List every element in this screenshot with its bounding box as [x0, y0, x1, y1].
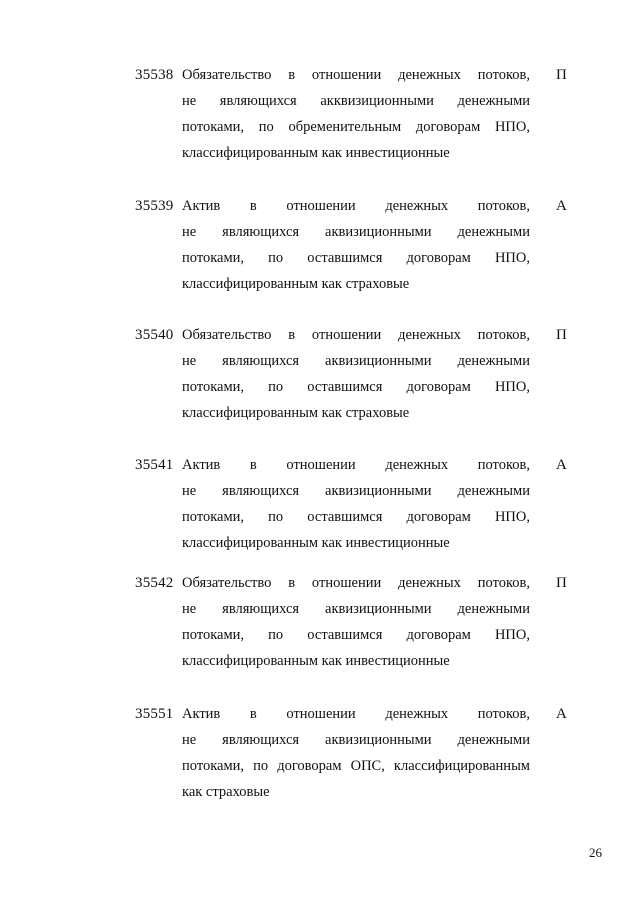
entry-description — [182, 322, 530, 426]
entry-35551 — [0, 701, 640, 811]
entry-code: 35538 — [135, 67, 174, 83]
entry-text-line: не являющихся аквизиционными денежными — [182, 483, 530, 499]
entry-description — [182, 570, 530, 674]
entry-type: А — [556, 198, 567, 214]
entry-code: 35551 — [135, 706, 174, 722]
entry-text-line: не являющихся аквизиционными денежными — [182, 224, 530, 240]
entry-text-line: не являющихся аквизиционными денежными — [182, 732, 530, 748]
entry-type: А — [556, 706, 567, 722]
entry-text-line: Обязательство в отношении денежных потоков, — [182, 327, 530, 343]
entry-35538 — [0, 62, 640, 172]
entry-code: 35539 — [135, 198, 174, 214]
entry-text-line: потоками, по договорам ОПС, классифицированным — [182, 758, 530, 774]
entry-text-line: потоками, по оставшимся договорам НПО, — [182, 250, 530, 266]
entry-35541 — [0, 452, 640, 562]
entry-description — [182, 62, 530, 166]
entry-text-line: не являющихся аквизиционными денежными — [182, 353, 530, 369]
page-number: 26 — [589, 845, 602, 860]
entry-text-line: как страховые — [182, 784, 270, 800]
entry-type: П — [556, 327, 567, 343]
entry-text-line: потоками, по обременительным договорам НПО, — [182, 119, 530, 135]
entry-code: 35541 — [135, 457, 174, 473]
entry-text-line: классифицированным как страховые — [182, 276, 410, 292]
entry-code: 35540 — [135, 327, 174, 343]
entry-text-line: Актив в отношении денежных потоков, — [182, 457, 530, 473]
entry-description — [182, 701, 530, 805]
entry-text-line: классифицированным как инвестиционные — [182, 535, 450, 551]
entry-text-line: Обязательство в отношении денежных потоков, — [182, 67, 530, 83]
entry-35539 — [0, 193, 640, 303]
entry-code: 35542 — [135, 575, 174, 591]
entry-text-line: потоками, по оставшимся договорам НПО, — [182, 627, 530, 643]
entry-text-line: Актив в отношении денежных потоков, — [182, 706, 530, 722]
entry-text-line: Обязательство в отношении денежных потоков, — [182, 575, 530, 591]
entry-text-line: не являющихся акквизиционными денежными — [182, 93, 530, 109]
entry-35542 — [0, 570, 640, 680]
entry-description — [182, 452, 530, 556]
entry-type: П — [556, 575, 567, 591]
entry-description — [182, 193, 530, 297]
entry-text-line: классифицированным как инвестиционные — [182, 653, 450, 669]
entry-text-line: Актив в отношении денежных потоков, — [182, 198, 530, 214]
entry-35540 — [0, 322, 640, 432]
entry-text-line: не являющихся аквизиционными денежными — [182, 601, 530, 617]
entry-text-line: классифицированным как инвестиционные — [182, 145, 450, 161]
entry-type: П — [556, 67, 567, 83]
entry-type: А — [556, 457, 567, 473]
entry-text-line: потоками, по оставшимся договорам НПО, — [182, 509, 530, 525]
entry-text-line: потоками, по оставшимся договорам НПО, — [182, 379, 530, 395]
entry-text-line: классифицированным как страховые — [182, 405, 410, 421]
